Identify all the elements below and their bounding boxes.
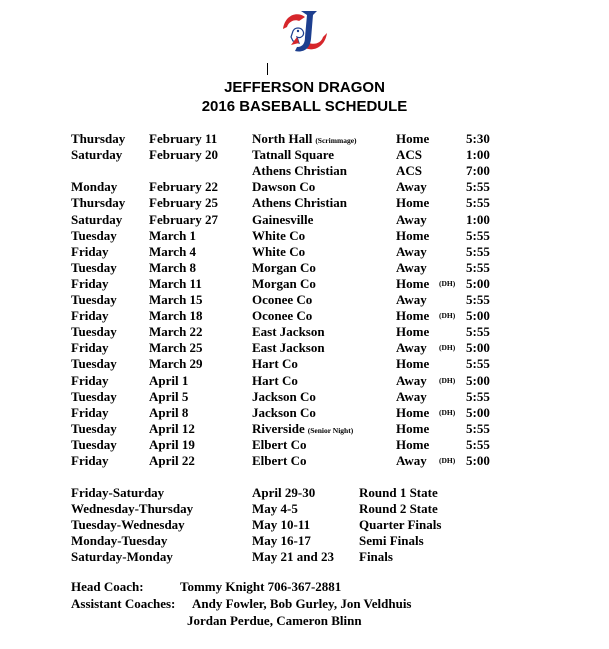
game-date: February 20: [149, 147, 218, 163]
table-row: [0, 260, 609, 276]
jefferson-dragon-logo: [277, 7, 333, 57]
table-row: [0, 389, 609, 405]
game-site: Home: [396, 308, 430, 324]
game-site: Home: [396, 436, 430, 452]
playoff-days: Friday-Saturday: [71, 485, 165, 500]
game-site: Home: [396, 420, 430, 436]
table-row: [0, 340, 609, 356]
game-date: March 11: [149, 275, 202, 291]
game-date: February 27: [149, 211, 218, 227]
game-site: Away: [396, 453, 427, 468]
game-site: Away: [396, 292, 427, 307]
game-date: February 25: [149, 195, 218, 211]
doubleheader-marker: (DH): [439, 343, 456, 353]
game-day: Thursday: [71, 131, 126, 146]
game-time: 1:00: [466, 211, 490, 227]
table-row: [0, 324, 609, 340]
game-site: Home: [396, 356, 430, 372]
game-opponent: Athens Christian: [252, 163, 347, 179]
doubleheader-marker: (DH): [439, 311, 456, 321]
game-site: Home: [396, 275, 430, 291]
game-date: March 29: [149, 356, 203, 372]
game-opponent: East Jackson: [252, 324, 325, 340]
table-row: [0, 421, 609, 437]
game-time: 5:55: [466, 195, 490, 211]
game-opponent: Hart Co: [252, 356, 298, 372]
game-opponent: Elbert Co: [252, 436, 307, 452]
table-row: [0, 405, 609, 421]
game-site: Away: [396, 243, 427, 259]
table-row: [0, 228, 609, 244]
playoff-round: Round 1 State: [359, 485, 438, 500]
assistant-coaches-line1: Andy Fowler, Bob Gurley, Jon Veldhuis: [192, 596, 412, 611]
game-day: Tuesday: [71, 356, 117, 372]
game-day: Tuesday: [71, 420, 117, 436]
divider-mark: [267, 63, 268, 75]
game-date: April 1: [149, 372, 189, 388]
game-site: Away: [396, 372, 427, 388]
game-time: 5:55: [466, 388, 490, 404]
game-opponent: Dawson Co: [252, 179, 316, 195]
game-opponent: White Co: [252, 227, 306, 243]
game-opponent: East Jackson: [252, 340, 325, 356]
game-day: Friday: [71, 308, 109, 324]
table-row: [0, 244, 609, 260]
game-time: 5:00: [466, 340, 490, 356]
playoff-days: Tuesday-Wednesday: [71, 517, 185, 532]
game-day: Friday: [71, 453, 109, 468]
game-date: April 5: [149, 388, 189, 404]
game-opponent: Gainesville: [252, 211, 314, 227]
doubleheader-marker: (DH): [439, 375, 456, 385]
game-date: March 25: [149, 340, 203, 356]
playoff-days: Monday-Tuesday: [71, 533, 168, 548]
game-site: Away: [396, 179, 427, 195]
page-subtitle: 2016 BASEBALL SCHEDULE: [201, 98, 408, 115]
table-row: [0, 179, 609, 195]
game-date: March 1: [149, 227, 197, 243]
game-date: April 19: [149, 436, 195, 452]
game-time: 5:55: [466, 436, 490, 452]
game-day: Tuesday: [71, 388, 117, 404]
game-opponent: Oconee Co: [252, 308, 313, 324]
game-opponent: Athens Christian: [252, 195, 347, 211]
game-date: April 22: [149, 453, 195, 468]
game-time: 5:55: [466, 259, 490, 275]
playoff-row: [0, 533, 609, 549]
game-time: 5:55: [466, 420, 490, 436]
game-site: Home: [396, 131, 430, 146]
game-date: February 11: [149, 131, 218, 146]
game-opponent: Elbert Co: [252, 453, 307, 468]
head-coach-value: Tommy Knight 706-367-2881: [180, 579, 342, 594]
page-title: JEFFERSON DRAGON: [224, 79, 385, 96]
game-date: February 22: [149, 179, 218, 195]
game-time: 5:55: [466, 292, 490, 307]
doubleheader-marker: (DH): [439, 278, 456, 288]
game-time: 5:55: [466, 243, 490, 259]
game-opponent: White Co: [252, 243, 306, 259]
table-row: [0, 276, 609, 292]
game-time: 7:00: [466, 163, 490, 179]
table-row: [0, 437, 609, 453]
game-time: 5:55: [466, 356, 490, 372]
game-note: (Senior Night): [307, 425, 354, 435]
game-site: Home: [396, 324, 430, 340]
game-site: Away: [396, 388, 427, 404]
game-site: ACS: [396, 163, 423, 179]
doubleheader-marker: (DH): [439, 407, 456, 417]
playoff-dates: April 29-30: [252, 485, 316, 500]
table-row: [0, 212, 609, 228]
game-time: 5:55: [466, 324, 490, 340]
game-day: Friday: [71, 404, 109, 420]
game-date: March 4: [149, 243, 197, 259]
playoff-round: Round 2 State: [359, 501, 438, 516]
game-day: Friday: [71, 275, 109, 291]
playoff-dates: May 10-11: [252, 517, 311, 532]
game-day: Friday: [71, 340, 109, 356]
game-day: Friday: [71, 243, 109, 259]
head-coach-label: Head Coach:: [71, 579, 144, 594]
game-day: Tuesday: [71, 292, 117, 307]
table-row: [0, 131, 609, 147]
game-date: April 8: [149, 404, 189, 420]
playoff-days: Wednesday-Thursday: [71, 501, 194, 516]
game-opponent: Tatnall Square: [252, 147, 335, 163]
playoff-round: Semi Finals: [359, 533, 424, 548]
game-site: Away: [396, 211, 427, 227]
game-day: Monday: [71, 179, 118, 195]
game-site: Away: [396, 259, 427, 275]
playoff-dates: May 4-5: [252, 501, 298, 516]
game-opponent: Hart Co: [252, 372, 298, 388]
table-row: [0, 453, 609, 469]
game-opponent: Riverside: [252, 420, 305, 436]
game-day: Saturday: [71, 211, 123, 227]
game-time: 1:00: [466, 147, 490, 163]
playoff-days: Saturday-Monday: [71, 549, 173, 564]
game-date: March 8: [149, 259, 197, 275]
table-row: [0, 373, 609, 389]
playoff-dates: May 21 and 23: [252, 549, 334, 564]
game-time: 5:00: [466, 453, 490, 468]
game-site: Home: [396, 195, 430, 211]
game-day: Thursday: [71, 195, 126, 211]
game-site: Away: [396, 340, 427, 356]
game-time: 5:00: [466, 275, 490, 291]
game-date: March 18: [149, 308, 203, 324]
game-day: Saturday: [71, 147, 123, 163]
game-site: Home: [396, 227, 430, 243]
assistant-coaches-line2: Jordan Perdue, Cameron Blinn: [187, 613, 362, 628]
game-day: Friday: [71, 372, 109, 388]
playoff-dates: May 16-17: [252, 533, 311, 548]
game-time: 5:30: [466, 131, 490, 146]
doubleheader-marker: (DH): [439, 456, 456, 465]
game-opponent: North Hall: [252, 131, 313, 146]
table-row: [0, 308, 609, 324]
table-row: [0, 163, 609, 179]
game-time: 5:00: [466, 372, 490, 388]
game-time: 5:55: [466, 227, 490, 243]
playoff-round: Finals: [359, 549, 393, 564]
table-row: [0, 292, 609, 308]
game-opponent: Jackson Co: [252, 404, 316, 420]
table-row: [0, 195, 609, 211]
playoff-row: [0, 549, 609, 565]
game-day: Tuesday: [71, 436, 117, 452]
playoff-row: [0, 501, 609, 517]
game-time: 5:00: [466, 404, 490, 420]
game-opponent: Oconee Co: [252, 292, 313, 307]
playoff-row: [0, 517, 609, 533]
game-date: March 15: [149, 292, 203, 307]
playoff-round: Quarter Finals: [359, 517, 442, 532]
game-opponent: Morgan Co: [252, 259, 316, 275]
table-row: [0, 356, 609, 372]
game-date: April 12: [149, 420, 195, 436]
game-opponent: Jackson Co: [252, 388, 316, 404]
game-note: (Scrimmage): [315, 136, 357, 145]
game-opponent: Morgan Co: [252, 275, 316, 291]
game-time: 5:00: [466, 308, 490, 324]
game-day: Tuesday: [71, 259, 117, 275]
assistant-coaches-label: Assistant Coaches:: [71, 596, 176, 611]
table-row: [0, 147, 609, 163]
game-time: 5:55: [466, 179, 490, 195]
game-site: ACS: [396, 147, 423, 163]
game-date: March 22: [149, 324, 203, 340]
game-site: Home: [396, 404, 430, 420]
game-day: Tuesday: [71, 227, 117, 243]
game-day: Tuesday: [71, 324, 117, 340]
playoff-row: [0, 485, 609, 501]
